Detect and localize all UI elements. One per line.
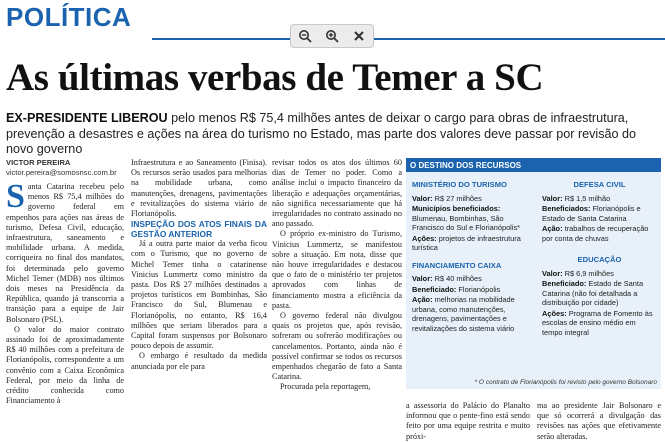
box-line: Ações: Programa de Fomento às escolas de ensino médio em tempo integral bbox=[542, 308, 653, 337]
section-rule bbox=[152, 38, 665, 40]
byline-name: VICTOR PEREIRA bbox=[6, 158, 71, 167]
dropcap: S bbox=[6, 178, 25, 215]
paragraph: anta Catarina recebeu pelo menos R$ 75,4 milhões do governo federal em empenhos para ações nas áreas de turismo, Defesa Civil, educação, infraestrutura, saneamento e mobilidade urbana. A medida, corriqueira no final dos mandatos, foi determinada pelo governo Michel Temer (MDB) nos últimos dois meses na Presidência da República, quando já transcorria a transição para a equipe de Jair Bolsonaro (PSL). bbox=[6, 182, 124, 324]
paragraph: O próprio ex-ministro do Turismo, Vinicius Lummertz, se manifestou sobre a situação. Em nota, disse que não houve irregularidades e destacou que o fato de o ministério ter projetos aprovados com linhas de financiamento mostra a eficiência da pasta. bbox=[272, 229, 402, 310]
paragraph: O governo federal não divulgou quais os projetos que, após revisão, sofreram ou sofrerão modificações ou cancelamentos. Portanto, ainda não é possível confirmar se todos os recursos empenhados chegarão de fato a Santa Catarina. bbox=[272, 311, 402, 382]
article-column-5 bbox=[537, 401, 661, 442]
box-line: Beneficiados: Florianópolis e Estado de Santa Catarina bbox=[542, 204, 641, 223]
zoom-in-button[interactable] bbox=[321, 26, 343, 46]
article-column-3 bbox=[272, 158, 402, 393]
box-line: Ações: projetos de infraestrutura turística bbox=[412, 233, 521, 252]
box-heading-defesa: DEFESA CIVIL bbox=[573, 180, 626, 189]
box-heading-turismo: MINISTÉRIO DO TURISMO bbox=[412, 180, 507, 189]
article-column-1 bbox=[6, 178, 124, 406]
box-column-left bbox=[412, 180, 534, 334]
byline-email[interactable]: victor.pereira@somosnsc.com.br bbox=[6, 168, 117, 177]
zoom-out-button[interactable] bbox=[294, 26, 316, 46]
paragraph: revisar todos os atos dos últimos 60 dias de Temer no poder. Como a análise inclui o impacto financeiro da liberação e adequações orçamentárias, não significa necessariamente que há irregularidades no contrato assinado no ano passado. bbox=[272, 158, 402, 229]
box-line: Valor: R$ 6,9 milhões bbox=[542, 268, 614, 278]
box-line: Valor: R$ 1,5 milhão bbox=[542, 193, 611, 203]
box-column-right bbox=[542, 180, 657, 338]
box-line: Ação: melhorias na mobilidade urbana, como manutenções, drenagens, pavimentações e revitalizações do sistema viário bbox=[412, 295, 515, 333]
zoom-out-icon bbox=[298, 29, 312, 43]
box-heading-caixa: FINANCIAMENTO CAIXA bbox=[412, 260, 502, 270]
standfirst bbox=[6, 111, 662, 158]
resources-box bbox=[406, 158, 661, 389]
paragraph: Já a outra parte maior da verba ficou com o Turismo, que no governo de Michel Temer tinha o catarinense Vinicius Lummertz como ministro da pasta. Dos R$ 27 milhões destinados a projetos turísticos em Bombinhas, São Francisco do Sul, Blumenau e Florianópolis, no entanto, R$ 16,4 milhões que seriam liberados para a Capital foram suspensos por Bolsonaro pouco depois de assumir. bbox=[131, 239, 267, 351]
paragraph: ma ao presidente Jair Bolsonaro e que só ocorrerá a divulgação das revisões nas ações que efetivamente serão alteradas. bbox=[537, 401, 661, 441]
byline bbox=[6, 158, 117, 178]
box-line: Beneficiado: Estado de Santa Catarina (não foi detalhada a distribuição por cidade) bbox=[542, 279, 644, 307]
headline: As últimas verbas de Temer a SC bbox=[6, 56, 544, 99]
standfirst-lead: EX-PRESIDENTE LIBEROU bbox=[6, 111, 168, 125]
close-button[interactable] bbox=[348, 26, 370, 46]
article-subhead: INSPEÇÃO DOS ATOS FINAIS DA GESTÃO ANTERIOR bbox=[131, 219, 267, 240]
section-label: POLÍTICA bbox=[6, 2, 132, 32]
box-heading-educacao: EDUCAÇÃO bbox=[577, 255, 622, 264]
standfirst-text: pelo menos R$ 75,4 milhões antes de deixar o cargo para obras de infraestrutura, prevenção a desastres e ações na área do turismo no Estado, mas parte dos valores deve passar por revisão do novo governo bbox=[6, 111, 637, 156]
article-column-2 bbox=[131, 158, 267, 372]
zoom-toolbar bbox=[290, 24, 374, 48]
box-line: Municípios beneficiados: Blumenau, Bombinhas, São Francisco do Sul e Florianópolis* bbox=[412, 204, 521, 232]
paragraph: Infraestrutura e ao Saneamento (Finisa). Os recursos serão usados para melhorias na mobilidade urbana, como manutenções, drenagens, pavimentações e revitalizações do sistema viário de Florianópolis. bbox=[131, 158, 267, 219]
box-line: Valor: R$ 40 milhões bbox=[412, 274, 482, 283]
box-footnote: * O contrato de Florianópolis foi revisto pelo governo Bolsonaro bbox=[474, 379, 657, 386]
paragraph: O embargo é resultado da medida anunciada por ele para bbox=[131, 351, 267, 371]
box-line: Beneficiado: Florianópolis bbox=[412, 284, 501, 294]
paragraph: O valor do maior contrato assinado foi de aproximadamente R$ 40 milhões com a prefeitura de Florianópolis, correspondente a um convênio com a Caixa Econômica Federal, por meio da linha de crédito conhecida como Financiamento à bbox=[6, 324, 124, 406]
box-line: Valor: R$ 27 milhões bbox=[412, 193, 482, 203]
zoom-in-icon bbox=[325, 29, 339, 43]
box-title: O DESTINO DOS RECURSOS bbox=[406, 160, 661, 172]
paragraph: Procurada pela reportagem, bbox=[280, 382, 371, 392]
close-icon bbox=[353, 30, 365, 42]
paragraph: a assessoria do Palácio do Planalto informou que o pente-fino está sendo feito por uma equipe restrita e muito próxi- bbox=[406, 401, 530, 441]
box-line: Ação: trabalhos de recuperação por conta de chuvas bbox=[542, 224, 649, 243]
article-column-4 bbox=[406, 401, 530, 442]
